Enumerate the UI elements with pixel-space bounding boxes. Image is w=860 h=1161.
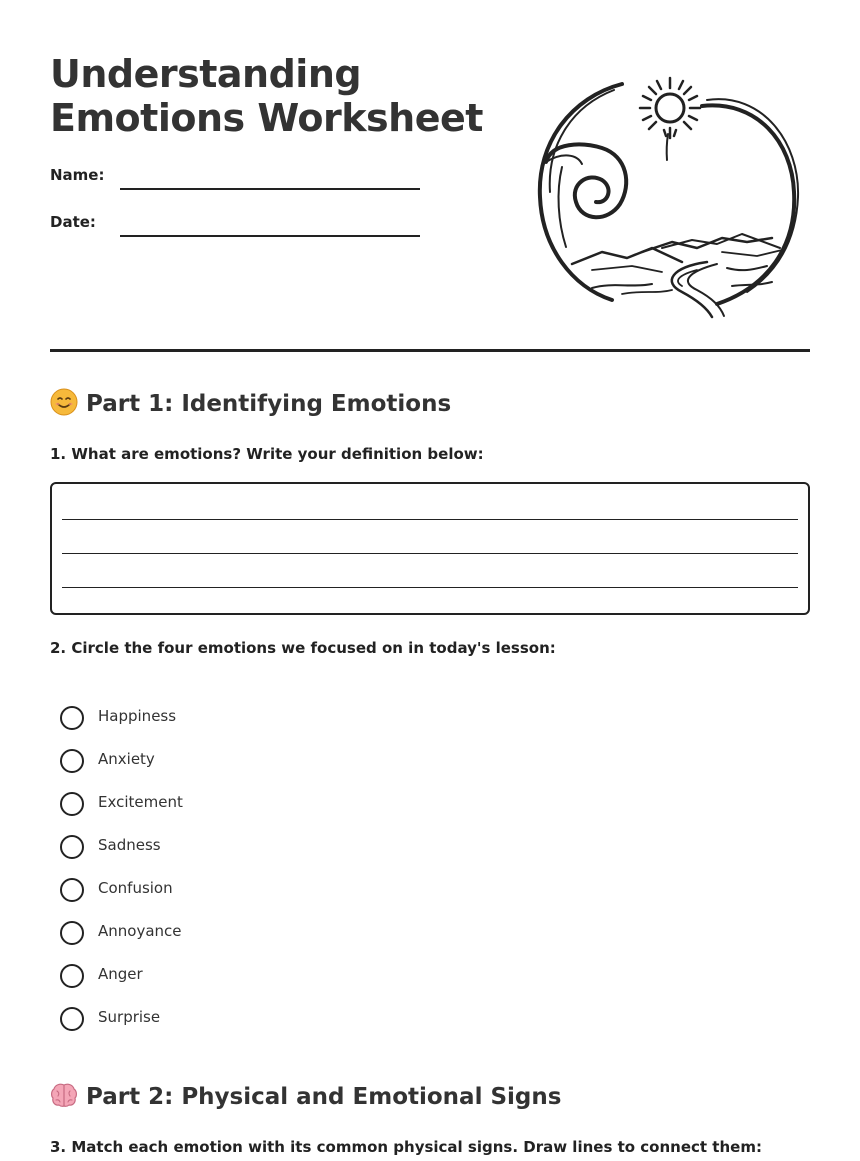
worksheet-title (50, 52, 520, 140)
worksheet-page (50, 0, 810, 1161)
question-3: 3. Match each emotion with its common physical signs. Draw lines to connect them: (50, 1138, 762, 1156)
option-label: Sadness (98, 836, 161, 854)
circle-icon[interactable] (60, 835, 84, 859)
option-label: Anxiety (98, 750, 155, 768)
date-label: Date: (50, 213, 96, 231)
option-label: Anger (98, 965, 143, 983)
part1-title: Part 1: Identifying Emotions (86, 391, 452, 417)
question-1: 1. What are emotions? Write your definition below: (50, 445, 484, 463)
option-label: Surprise (98, 1008, 161, 1026)
emotion-option-anger[interactable] (60, 963, 360, 989)
title-line-1: Understanding (50, 52, 362, 96)
header-divider (50, 349, 810, 352)
date-line[interactable] (120, 235, 420, 237)
emotion-option-annoyance[interactable] (60, 920, 360, 946)
answer-line[interactable] (62, 519, 798, 520)
option-label: Happiness (98, 707, 177, 725)
emotion-option-excitement[interactable] (60, 791, 360, 817)
circle-icon[interactable] (60, 921, 84, 945)
option-label: Confusion (98, 879, 173, 897)
part1-heading (50, 388, 451, 417)
option-label: Annoyance (98, 922, 182, 940)
emotion-option-confusion[interactable] (60, 877, 360, 903)
part2-title: Part 2: Physical and Emotional Signs (86, 1084, 562, 1110)
circle-icon[interactable] (60, 792, 84, 816)
circle-icon[interactable] (60, 706, 84, 730)
option-label: Excitement (98, 793, 183, 811)
name-line[interactable] (120, 188, 420, 190)
date-field[interactable] (50, 207, 430, 237)
name-field[interactable] (50, 160, 430, 190)
question-2: 2. Circle the four emotions we focused on in today's lesson: (50, 639, 556, 657)
emotion-option-sadness[interactable] (60, 834, 360, 860)
circle-icon[interactable] (60, 1007, 84, 1031)
name-label: Name: (50, 166, 105, 184)
sun-mountain-river-logo-icon (532, 72, 802, 322)
title-line-2: Emotions Worksheet (50, 96, 483, 140)
answer-line[interactable] (62, 553, 798, 554)
definition-answer-box[interactable] (50, 482, 810, 615)
brain-icon (50, 1081, 78, 1109)
answer-line[interactable] (62, 587, 798, 588)
smiling-face-icon (50, 388, 78, 416)
emotion-option-anxiety[interactable] (60, 748, 360, 774)
circle-icon[interactable] (60, 964, 84, 988)
part2-heading (50, 1081, 561, 1110)
circle-icon[interactable] (60, 878, 84, 902)
emotion-option-happiness[interactable] (60, 705, 360, 731)
circle-icon[interactable] (60, 749, 84, 773)
emotion-option-surprise[interactable] (60, 1006, 360, 1032)
